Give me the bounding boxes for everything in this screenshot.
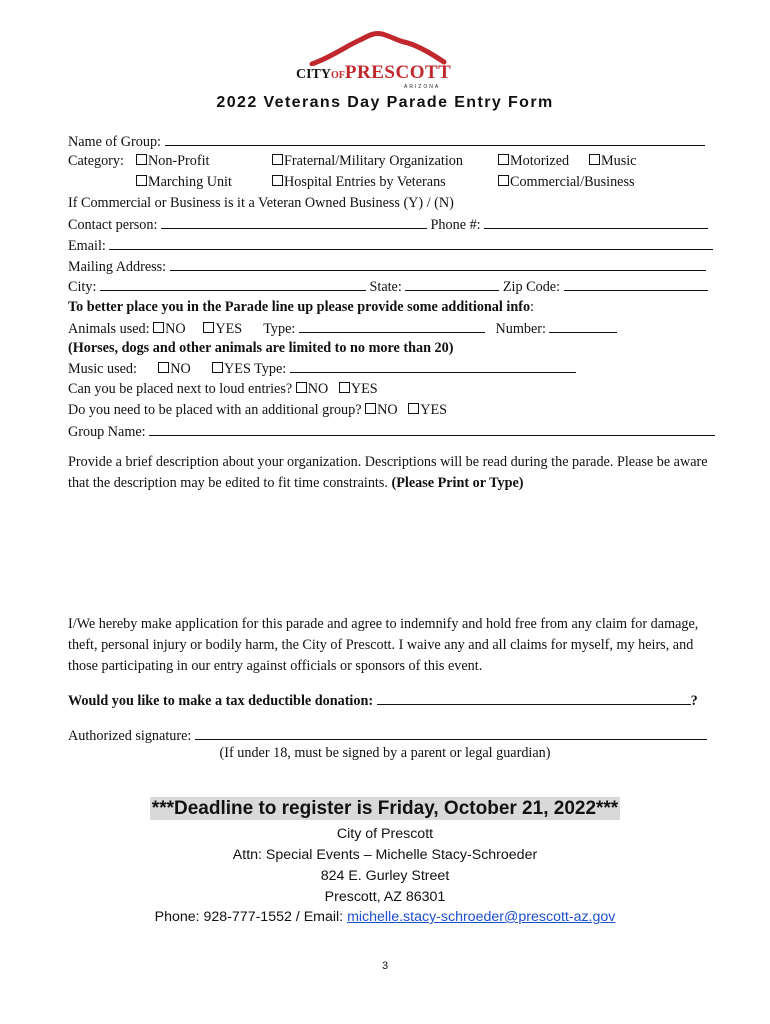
option-label: Motorized [510,153,570,169]
city-logo [294,26,464,92]
checkbox-icon [339,382,350,393]
option-label: Music [601,153,637,169]
address-line-4: Prescott, AZ 86301 [324,889,446,905]
option-label: Commercial/Business [510,174,635,190]
zip-label: Zip Code: [502,279,561,295]
loud-entries-question: Can you be placed next to loud entries? [68,381,293,397]
email-label: Email: [68,238,106,254]
signature-note: (If under 18, must be signed by a parent or legal guardian) [219,745,551,761]
signature-field[interactable] [195,726,707,740]
checkbox-icon [212,362,223,373]
description-prompt [68,452,718,494]
email-field[interactable] [109,236,713,250]
state-label: State: [369,279,402,295]
mailing-address-field[interactable] [170,257,706,271]
option-label: Non-Profit [148,153,210,169]
city-label: City: [68,279,97,295]
loud-no-checkbox[interactable] [296,381,329,397]
option-label: YES [420,402,448,418]
option-label: YES [350,381,378,397]
signature-label: Authorized signature: [68,728,192,744]
logo-of-text: OF [331,70,345,81]
option-label: YES [224,361,251,377]
name-of-group-field[interactable] [165,132,705,146]
animals-limit-note: (Horses, dogs and other animals are limited to no more than 20) [68,340,454,356]
checkbox-marching[interactable] [136,173,232,191]
option-label: NO [165,321,186,337]
donation-qmark: ? [690,693,698,709]
animals-yes-checkbox[interactable] [203,321,242,337]
music-type-field[interactable] [290,359,576,373]
description-area[interactable] [68,500,718,600]
deadline-banner: ***Deadline to register is Friday, October 21, 2022*** [151,798,619,819]
checkbox-hospital[interactable] [272,173,446,191]
page-number: 3 [381,960,389,972]
logo-name-text: PRESCOTT [344,62,452,83]
option-label: YES [215,321,243,337]
donation-question: Would you like to make a tax deductible donation: [68,693,374,709]
city-field[interactable] [100,277,366,291]
address-line-3: 824 E. Gurley Street [320,868,450,884]
checkbox-icon [365,403,376,414]
checkbox-icon [153,322,164,333]
logo-city-text: CITY [296,67,332,82]
checkbox-icon [408,403,419,414]
address-line-1: City of Prescott [336,826,434,842]
checkbox-nonprofit[interactable] [136,152,209,170]
option-label: Fraternal/Military Organization [284,153,463,169]
checkbox-icon [498,175,509,186]
checkbox-icon [272,154,283,165]
contact-person-field[interactable] [161,215,427,229]
checkbox-music[interactable] [589,152,636,170]
checkbox-icon [136,175,147,186]
checkbox-fraternal[interactable] [272,152,463,170]
donation-field[interactable] [377,691,691,705]
address-line-2: Attn: Special Events – Michelle Stacy-Schroeder [232,847,538,863]
logo-state-text: ARIZONA [404,84,441,90]
phone-label: Phone #: [430,217,481,233]
music-no-checkbox[interactable] [158,361,191,377]
phone-email-label: Phone: 928-777-1552 / Email: [154,909,348,925]
email-link[interactable]: michelle.stacy-schroeder@prescott-az.gov [347,909,616,925]
additional-info-heading: To better place you in the Parade line up please provide some additional info [68,299,531,315]
loud-yes-checkbox[interactable] [339,381,378,397]
checkbox-motorized[interactable] [498,152,569,170]
group-yes-checkbox[interactable] [408,402,447,418]
animal-type-field[interactable] [299,319,485,333]
additional-group-question: Do you need to be placed with an additional group? [68,402,362,418]
music-yes-checkbox[interactable] [212,361,251,377]
checkbox-icon [498,154,509,165]
checkbox-icon [272,175,283,186]
additional-info-colon: : [530,299,534,315]
group-name-field[interactable] [149,422,715,436]
group-name-label: Group Name: [68,424,146,440]
checkbox-icon [203,322,214,333]
option-label: Marching Unit [148,174,232,190]
option-label: NO [307,381,329,397]
checkbox-icon [589,154,600,165]
animals-used-label: Animals used: [68,321,150,337]
zip-field[interactable] [564,277,708,291]
animal-number-field[interactable] [549,319,617,333]
animal-number-label: Number: [495,321,546,337]
phone-field[interactable] [484,215,708,229]
category-label: Category: [68,153,124,169]
checkbox-commercial[interactable] [498,173,635,191]
mountain-logo-icon [294,26,464,66]
contact-person-label: Contact person: [68,217,158,233]
veteran-owned-question: If Commercial or Business is it a Veteran Owned Business (Y) / (N) [68,195,454,211]
option-label: NO [170,361,191,377]
description-prompt-text: Provide a brief description about your organization. Descriptions will be read during the parade. Please be aware that the description may be edited to fit time constraints. [68,454,708,491]
form-title: 2022 Veterans Day Parade Entry Form [216,94,554,111]
indemnify-text: I/We hereby make application for this parade and agree to indemnify and hold free from any claim for damage, theft, personal injury or bodily harm, the City of Prescott. I waive any and all claims for myself, my heirs, and those participating in our entry against officials or sponsors of this event. [68,616,699,674]
description-emphasis: (Please Print or Type) [391,475,524,491]
animal-type-label: Type: [263,321,296,337]
animals-no-checkbox[interactable] [153,321,186,337]
mailing-address-label: Mailing Address: [68,259,167,275]
state-field[interactable] [405,277,499,291]
checkbox-icon [136,154,147,165]
checkbox-icon [296,382,307,393]
name-of-group-label: Name of Group: [68,134,161,150]
music-used-label: Music used: [68,361,137,377]
music-type-label: Type: [254,361,287,377]
group-no-checkbox[interactable] [365,402,398,418]
checkbox-icon [158,362,169,373]
option-label: Hospital Entries by Veterans [284,174,446,190]
option-label: NO [377,402,398,418]
